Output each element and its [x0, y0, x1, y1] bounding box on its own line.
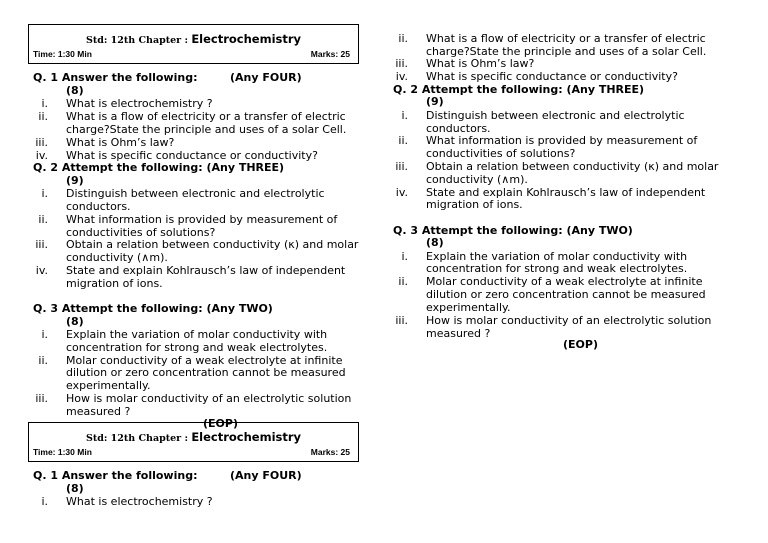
- marks-label: Marks: 25: [310, 49, 350, 59]
- q3-item-num: i.: [41, 328, 48, 341]
- end-of-paper: (EOP): [563, 338, 598, 351]
- q2-item-text: migration of ions.: [66, 277, 163, 290]
- q3-item-num: i.: [401, 250, 408, 263]
- q3-title: Q. 3 Attempt the following: (Any TWO): [393, 224, 633, 237]
- q3-item-text: measured ?: [66, 405, 131, 418]
- q2-item-num: i.: [41, 187, 48, 200]
- q2-item-text: State and explain Kohlrausch’s law of independent: [66, 264, 346, 277]
- q2-item-text: migration of ions.: [426, 198, 523, 211]
- q3-item-text: experimentally.: [426, 301, 511, 314]
- q3-item-text: dilution or zero concentration cannot be measured: [66, 366, 346, 379]
- q1-title: Q. 1 Answer the following:: [33, 71, 198, 84]
- marks-label: Marks: 25: [310, 447, 350, 457]
- q1-item-num: iv.: [35, 149, 48, 162]
- q3-item-text: How is molar conductivity of an electrolytic solution: [66, 392, 352, 405]
- q2-item-text: What information is provided by measurement of: [426, 134, 698, 147]
- q1-marks: (8): [66, 482, 84, 495]
- q3-item-text: Explain the variation of molar conductivity with: [66, 328, 328, 341]
- q1-item-text: What is specific conductance or conductivity?: [66, 149, 318, 162]
- q1-item-num: iii.: [35, 136, 48, 149]
- q1-item-text: What is Ohm’s law?: [426, 57, 535, 70]
- q1-item-text: What is electrochemistry ?: [66, 97, 213, 110]
- q2-item-text: conductors.: [426, 122, 491, 135]
- q3-item-num: ii.: [38, 354, 48, 367]
- q3-title: Q. 3 Attempt the following: (Any TWO): [33, 302, 273, 315]
- q3-item-num: iii.: [395, 314, 408, 327]
- q1-item-text: What is specific conductance or conductivity?: [426, 70, 678, 83]
- q1-item-num: iv.: [395, 70, 408, 83]
- q2-marks: (9): [66, 174, 84, 187]
- q3-item-num: iii.: [35, 392, 48, 405]
- q3-item-text: Molar conductivity of a weak electrolyte at infinite: [66, 354, 343, 367]
- q2-item-text: conductivity (∧m).: [426, 173, 528, 186]
- q2-item-num: iv.: [395, 186, 408, 199]
- q2-item-num: ii.: [38, 213, 48, 226]
- q1-item-num: ii.: [38, 110, 48, 123]
- q1-item-text: charge?State the principle and uses of a solar Cell.: [426, 45, 707, 58]
- header-title: [29, 431, 358, 446]
- q2-item-text: Obtain a relation between conductivity (κ) and molar: [426, 160, 719, 173]
- q3-item-text: dilution or zero concentration cannot be measured: [426, 288, 706, 301]
- q1-choice: (Any FOUR): [230, 71, 302, 84]
- std-chapter-label: Std: 12th Chapter :: [85, 433, 188, 444]
- q1-item-num: iii.: [395, 57, 408, 70]
- q2-title: Q. 2 Attempt the following: (Any THREE): [33, 161, 285, 174]
- q1-choice: (Any FOUR): [230, 469, 302, 482]
- q2-marks: (9): [426, 95, 444, 108]
- chapter-name: Electrochemistry: [191, 32, 302, 46]
- q2-item-text: Distinguish between electronic and electrolytic: [426, 109, 685, 122]
- q2-item-num: ii.: [398, 134, 408, 147]
- paper-header: [28, 24, 359, 64]
- q3-item-num: ii.: [398, 275, 408, 288]
- q1-item-text: What is a flow of electricity or a transfer of electric: [426, 32, 706, 45]
- q1-item-text: charge?State the principle and uses of a solar Cell.: [66, 123, 347, 136]
- time-label: Time: 1:30 Min: [33, 447, 92, 457]
- q2-item-text: conductivities of solutions?: [66, 226, 216, 239]
- q2-item-num: iv.: [35, 264, 48, 277]
- q2-item-text: State and explain Kohlrausch’s law of independent: [426, 186, 706, 199]
- header-title: [29, 33, 358, 48]
- q3-item-text: concentration for strong and weak electrolytes.: [426, 262, 688, 275]
- q3-item-text: Molar conductivity of a weak electrolyte at infinite: [426, 275, 703, 288]
- q3-marks: (8): [426, 236, 444, 249]
- q2-item-text: conductivity (∧m).: [66, 251, 168, 264]
- q2-item-text: conductors.: [66, 200, 131, 213]
- q2-item-num: i.: [401, 109, 408, 122]
- q1-item-num: i.: [41, 495, 48, 508]
- q2-item-text: Distinguish between electronic and electrolytic: [66, 187, 325, 200]
- q2-title: Q. 2 Attempt the following: (Any THREE): [393, 83, 645, 96]
- q3-item-text: Explain the variation of molar conductivity with: [426, 250, 688, 263]
- q3-item-text: measured ?: [426, 327, 491, 340]
- end-of-paper: (EOP): [203, 417, 238, 430]
- q3-item-text: experimentally.: [66, 379, 151, 392]
- q2-item-text: What information is provided by measurement of: [66, 213, 338, 226]
- q2-item-num: iii.: [35, 238, 48, 251]
- std-chapter-label: Std: 12th Chapter :: [85, 35, 188, 46]
- q2-item-num: iii.: [395, 160, 408, 173]
- q1-item-num: ii.: [398, 32, 408, 45]
- q1-marks: (8): [66, 84, 84, 97]
- q3-marks: (8): [66, 315, 84, 328]
- time-label: Time: 1:30 Min: [33, 49, 92, 59]
- q1-item-text: What is a flow of electricity or a transfer of electric: [66, 110, 346, 123]
- q1-title: Q. 1 Answer the following:: [33, 469, 198, 482]
- q2-item-text: Obtain a relation between conductivity (κ) and molar: [66, 238, 359, 251]
- q1-item-num: i.: [41, 97, 48, 110]
- q3-item-text: concentration for strong and weak electrolytes.: [66, 341, 328, 354]
- q1-item-text: What is Ohm’s law?: [66, 136, 175, 149]
- q1-item-text: What is electrochemistry ?: [66, 495, 213, 508]
- q3-item-text: How is molar conductivity of an electrolytic solution: [426, 314, 712, 327]
- q2-item-text: conductivities of solutions?: [426, 147, 576, 160]
- paper-header: [28, 422, 359, 462]
- chapter-name: Electrochemistry: [191, 430, 302, 444]
